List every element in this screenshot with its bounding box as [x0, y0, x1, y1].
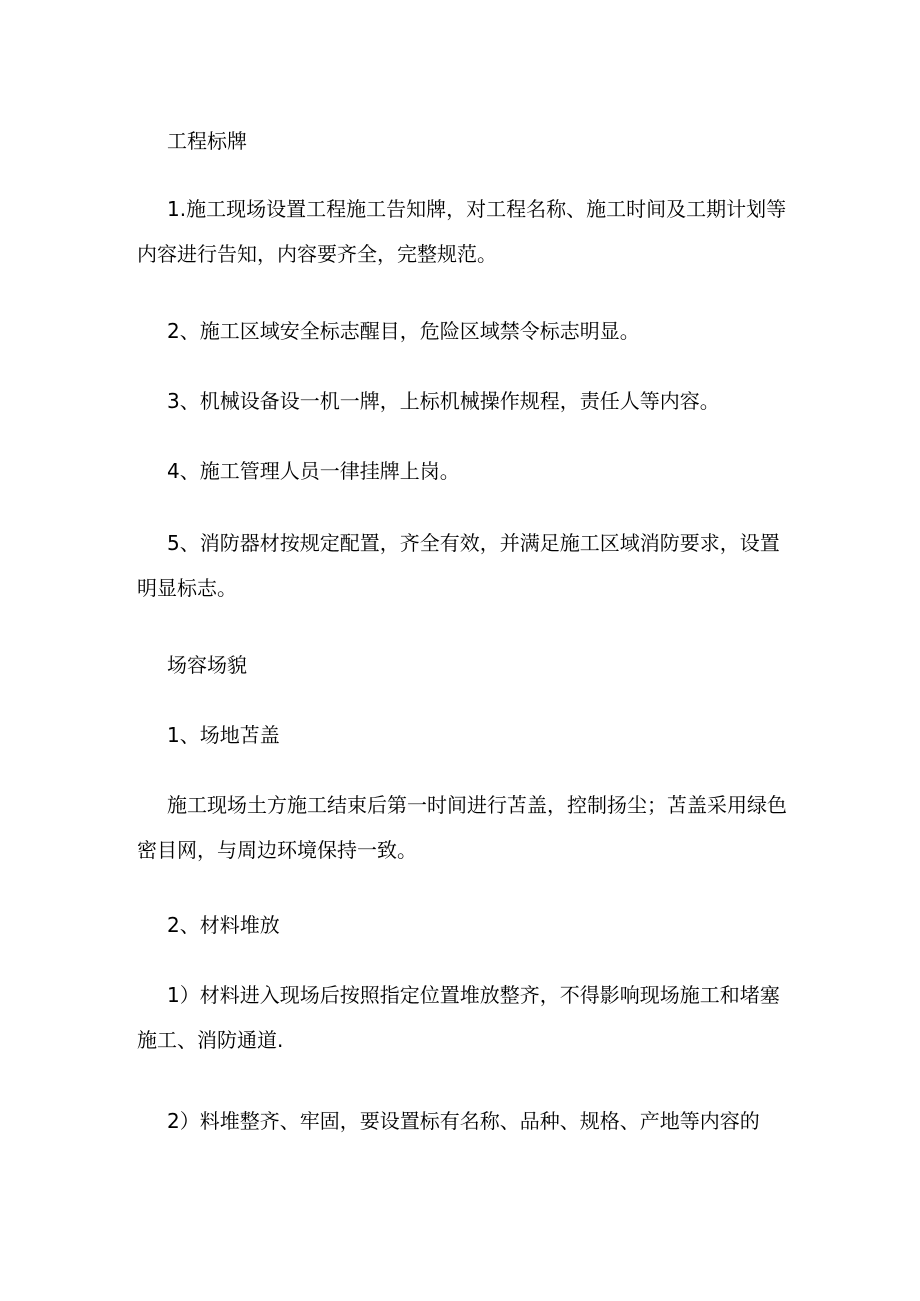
- paragraph-site-covering: 施工现场土方施工结束后第一时间进行苫盖，控制扬尘；苫盖采用绿色密目网，与周边环境保持一致。: [137, 793, 787, 862]
- section-heading-site-appearance: 场容场貌: [167, 653, 247, 677]
- paragraph-material-2: 2）料堆整齐、牢固，要设置标有名称、品种、规格、产地等内容的: [167, 1109, 760, 1133]
- paragraph-material-1: 1）材料进入现场后按照指定位置堆放整齐，不得影响现场施工和堵塞施工、消防通道.: [137, 983, 780, 1052]
- paragraph-item-5: 5、消防器材按规定配置，齐全有效，并满足施工区域消防要求，设置明显标志。: [137, 531, 780, 600]
- paragraph-item-1: 1.施工现场设置工程施工告知牌，对工程名称、施工时间及工期计划等内容进行告知，内容要齐全，完整规范。: [137, 197, 787, 266]
- subheading-material-stacking: 2、材料堆放: [167, 913, 280, 937]
- paragraph-item-4: 4、施工管理人员一律挂牌上岗。: [167, 459, 460, 483]
- section-heading-project-signs: 工程标牌: [167, 129, 247, 153]
- subheading-site-covering: 1、场地苫盖: [167, 723, 280, 747]
- paragraph-item-2: 2、施工区域安全标志醒目，危险区域禁令标志明显。: [167, 319, 640, 343]
- paragraph-item-3: 3、机械设备设一机一牌，上标机械操作规程，责任人等内容。: [167, 389, 720, 413]
